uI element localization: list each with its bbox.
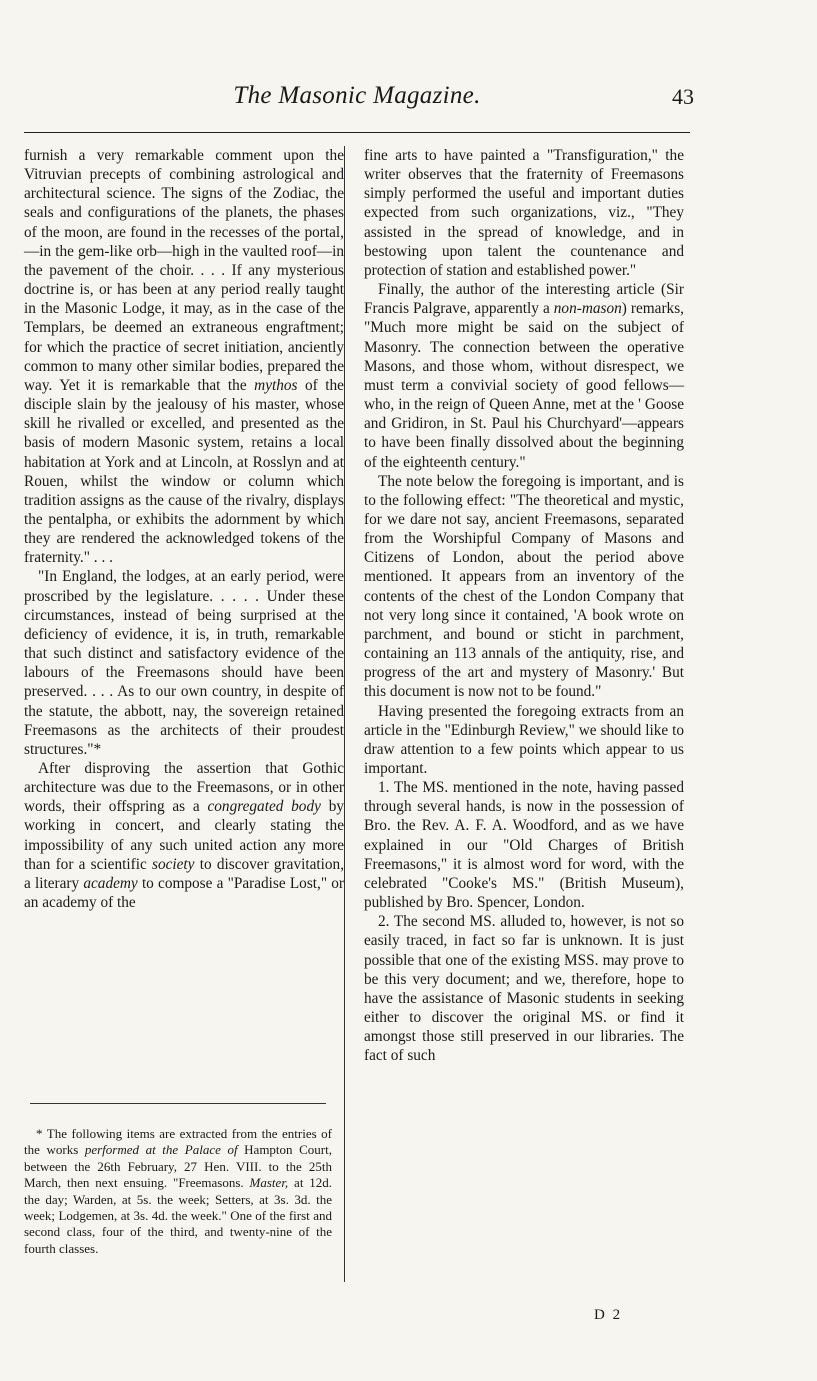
text: Hampton Court, between the 26th February, 27 Hen. VIII. to the 25th March, then next ensuing. "Freemasons. xyxy=(24,1142,332,1191)
column-divider xyxy=(344,146,345,1282)
footnote xyxy=(24,1126,332,1257)
page-header xyxy=(24,80,694,120)
running-title: The Masonic Magazine. xyxy=(233,82,481,109)
text: to discover gravitation, a literary xyxy=(24,855,345,892)
text: of the disciple slain by the jealousy of his master, whose skill he rivalled or excelled, and presented as the basis of modern Masonic system, retains a local habitation at York and at Lincoln, at Rosslyn and at Rouen, whilst the window or column which tradition assigns as the cause of the rivalry, displays the pentalpha, or exhibits the adornment by which they are rendered the acknowledged tokens of the fraternity." . . . xyxy=(24,376,344,567)
footnote-rule xyxy=(30,1103,326,1104)
text: Finally, the author of the interesting article (Sir Francis Palgrave, apparently a xyxy=(364,281,684,318)
header-rule xyxy=(24,132,690,133)
left-paragraph-2: "In England, the lodges, at an early period, were proscribed by the legislature. . . . . Under these circumstances, instead of being surprised at the deficiency of evidence, it is, in truth, remarkable that such distinct and satisfactory evidence of the labours of the Freemasons should have been preserved. . . . As to our own country, in despite of the statute, the abbott, nay, the sovereign retained Freemasons as the architects of their proudest structures."* xyxy=(24,568,344,758)
text: to compose a "Paradise Lost," or an academy of the xyxy=(24,874,345,912)
page-number: 43 xyxy=(672,84,694,109)
emphasis: mythos xyxy=(254,376,298,394)
emphasis: Master, xyxy=(249,1175,289,1191)
emphasis: academy xyxy=(83,874,138,892)
right-paragraph-6: 2. The second MS. alluded to, however, is not so easily traced, in fact so far is unknown. It is just possible that one of the existing MSS. may prove to be this very document; and we, therefore, hope to have the assistance of Masonic students in seeking either to discover the original MS. or find it amongst those still preserved in our libraries. The fact of such xyxy=(364,913,684,1065)
right-column xyxy=(364,146,684,1066)
left-column xyxy=(24,146,344,912)
emphasis: society xyxy=(152,855,195,873)
right-paragraph-3: The note below the foregoing is important, and is to the following effect: "The theoretical and mystic, for we dare not say, ancient Freemasons, separated from the Worshipful Company of Masons and Citizens of London, about the period above mentioned. It appears from an inventory of the contents of the chest of the London Company that not very long since it contained, 'A book wrote on parchment, and bound or sticht in parchment, containing an 113 annals of the antiquity, rise, and progress of the art and mystery of Masonry.' But this document is now not to be found." xyxy=(364,472,684,701)
right-paragraph-5: 1. The MS. mentioned in the note, having passed through several hands, is now in the possession of Bro. the Rev. A. F. A. Woodford, and as we have explained in our "Old Charges of British Freemasons," it is almost word for word, with the celebrated "Cooke's MS." (British Museum), published by Bro. Spencer, London. xyxy=(364,779,684,912)
text: by working in concert, and clearly stating the impossibility of any such united action any more than for a scientific xyxy=(24,798,344,873)
right-paragraph-1: fine arts to have painted a "Transfiguration," the writer observes that the fraternity of Freemasons simply performed the useful and important duties expected from such organizations, viz., "They assisted in the spread of knowledge, and in bestowing upon talent the countenance and protection of station and established power." xyxy=(364,147,684,279)
signature-mark: D 2 xyxy=(594,1307,623,1323)
text: ) remarks, "Much more might be said on the subject of Masonry. The connection between the operative Masons, and those whom, without disrespect, we must term a convivial society of good fellows—who, in the reign of Queen Anne, met at the ' Goose and Gridiron, in St. Paul his Churchyard'—appears to have been finally dissolved about the beginning of the eighteenth century." xyxy=(364,300,684,471)
emphasis: congregated body xyxy=(207,798,321,816)
emphasis: non-mason xyxy=(553,300,622,318)
left-paragraph-3 xyxy=(24,759,344,912)
text: at 12d. the day; Warden, at 5s. the week; Setters, at 3s. 3d. the week; Lodgemen, at 3s. 4d. the week." One of the first and second class, four of the third, and twenty-nine of the fourth classes. xyxy=(24,1175,333,1256)
right-paragraph-4: Having presented the foregoing extracts from an article in the "Edinburgh Review," we should like to draw attention to a few points which appear to us important. xyxy=(364,702,684,777)
text: After disproving the assertion that Gothic architecture was due to the Freemasons, or in other words, their offspring as a xyxy=(24,760,344,816)
emphasis: performed at the Palace of xyxy=(84,1142,238,1158)
text: furnish a very remarkable comment upon the Vitruvian precepts of combining astrological and architectural science. The signs of the Zodiac, the seals and configurations of the planets, the phases of the moon, are found in the recesses of the portal,—in the gem-like orb—high in the vaulted roof—in the pavement of the choir. . . . If any mysterious doctrine is, or has been at any period really taught in the Masonic Lodge, it may, as in the case of the Templars, be deemed an extraneous engraftment; for which the practice of secret initiation, anciently common to many other similar bodies, prepared the way. Yet it is remarkable that the xyxy=(24,147,344,394)
text: * The following items are extracted from the entries of the works xyxy=(24,1126,332,1158)
left-paragraph-1 xyxy=(24,146,344,567)
right-paragraph-2 xyxy=(364,280,684,472)
